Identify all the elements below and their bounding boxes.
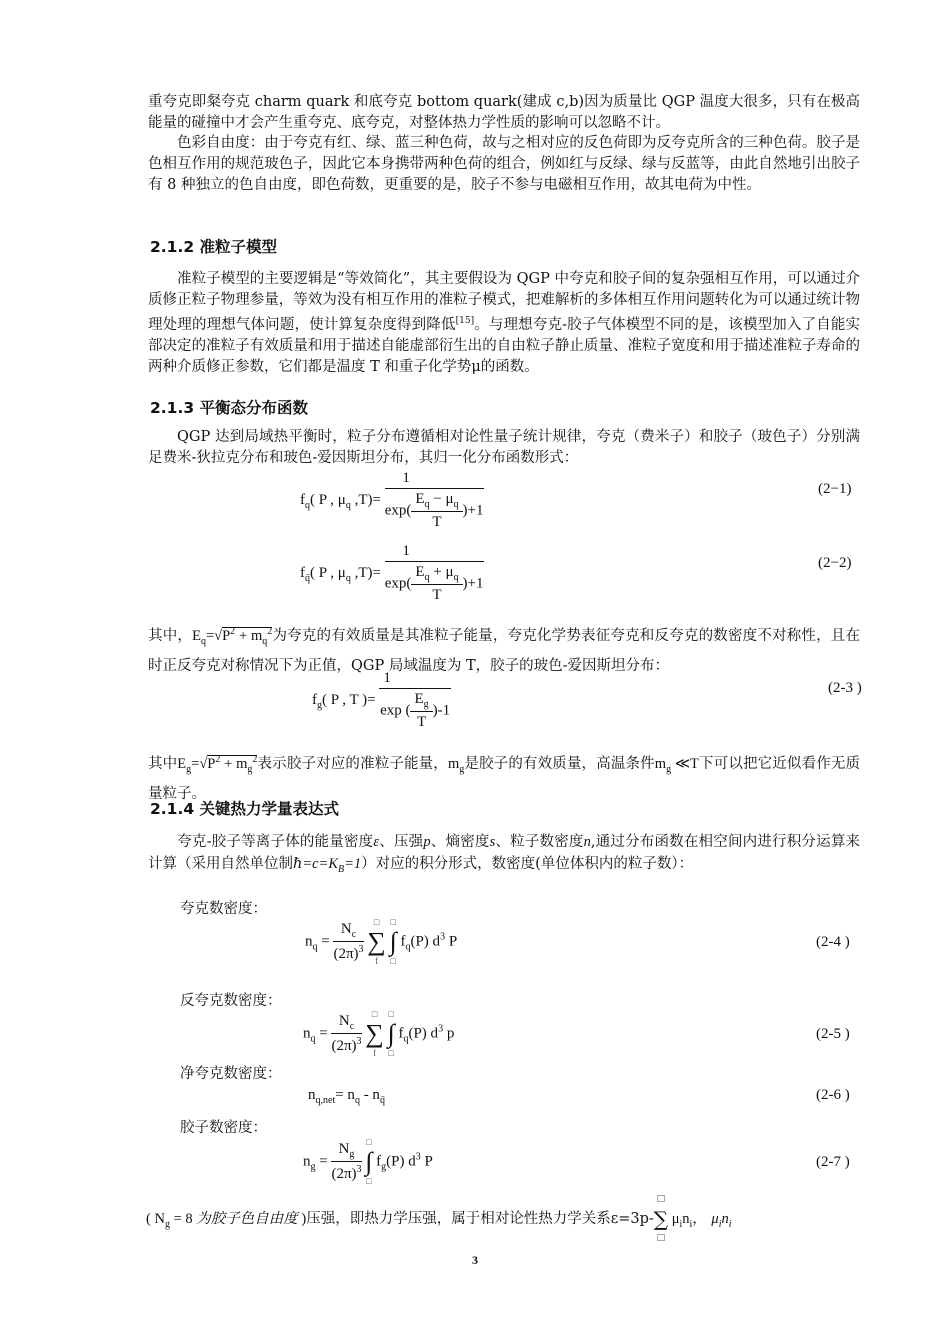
p6-text-b: 表示胶子对应的准粒子能量， xyxy=(257,756,448,772)
paragraph-quasiparticle-text-b: 。与理想夸克-胶子气体模型不同的是，该模型加入了自能实部决定的准粒子有效质量和用于描述自能虚部衍生出的自由粒子静止质量、准粒子宽度和用于描述准粒子寿命的两种介质修正参数，它们都是温度 T 和重子化学势μ的函数。 xyxy=(148,316,860,375)
eq7-lhs-sub: g xyxy=(310,1161,316,1173)
ig-m-sub: g xyxy=(247,764,253,775)
eq5-den xyxy=(331,1034,361,1055)
eq1-args-sub: q xyxy=(345,499,351,511)
eq1-args-end: ,T)= xyxy=(350,491,381,508)
eq5-body-sup: 3 xyxy=(438,1023,444,1035)
eq3-denominator xyxy=(379,689,451,731)
iq-e-sub: q xyxy=(200,636,206,647)
eq7-body-f: f xyxy=(376,1153,382,1170)
eq5-den-val: (2π) xyxy=(331,1038,357,1054)
eq1-denominator xyxy=(385,489,484,531)
paragraph-color-dof-text: 色彩自由度：由于夸克有红、绿、蓝三种色荷，故与之相对应的反色荷即为反夸克所含的三种色荷。胶子是色相互作用的规范玻色子，因此它本身携带两种色荷的组合，例如红与反绿、绿与反蓝等，由此自然地引出胶子有 8 种独立的色自由度，即色荷数，更重要的是，胶子不参与电磁相互作用，故其电荷为中性。 xyxy=(148,135,860,193)
eq3-lhs: f xyxy=(312,691,317,708)
inline-mu-i-n-i xyxy=(711,1211,732,1230)
eq6-rhs: = n xyxy=(335,1087,355,1103)
ng-desc: 为胶子色自由度 xyxy=(196,1211,298,1227)
units-rhs: =1 xyxy=(344,856,362,872)
eq5-integral: □ ∫ □ xyxy=(387,1009,395,1058)
eq4-lhs: n xyxy=(305,933,313,950)
eq5-lhs-sub: q xyxy=(310,1033,316,1045)
eq3-inner-den: T xyxy=(416,714,427,730)
eq4-den xyxy=(333,942,363,963)
eq5-body-f: f xyxy=(398,1025,404,1042)
paragraph-quasiparticle-text-a: 准粒子模型的主要逻辑是“等效简化”，其主要假设为 QGP 中夸克和胶子间的复杂强相互作用，可以通过介质修正粒子物理参量，等效为没有相互作用的准粒子模式，把难解析的多体相互作用问题转化为可以通过统计物理处理的理想气体问题，使计算复杂度得到降低 xyxy=(148,271,860,333)
eq3-args: ( P , T )= xyxy=(322,691,376,708)
equation-number-2-7: (2-7 ) xyxy=(816,1154,850,1170)
eq7-den-val: (2π) xyxy=(331,1166,357,1182)
citation-ref: [15] xyxy=(455,316,475,326)
units-sub: B xyxy=(338,864,345,875)
eq4-sum: □ ∑ f xyxy=(367,917,386,966)
ig-e: E xyxy=(177,756,187,772)
equation-2-2 xyxy=(300,543,484,604)
equation-2-5: $n_q$ = $\frac{N_c}{(2\pi)^3}$ □ ∑ f □ ∫ □ $f_q(P)$ $d^3$ p xyxy=(303,1009,455,1058)
eq1-inner-mu-sub: q xyxy=(453,499,459,510)
ng-eq: = 8 xyxy=(169,1211,197,1227)
eq7-integral: □ ∫ □ xyxy=(365,1137,373,1186)
eq1-args: ( P , μ xyxy=(310,491,346,508)
eq7-body-var: P xyxy=(420,1153,433,1170)
iq-e: E xyxy=(192,628,201,644)
eq4-num-n: N xyxy=(340,921,352,937)
p6-text-d: 下可以把它近似看作无质量粒子。 xyxy=(148,756,861,802)
mu-i: μ xyxy=(711,1211,719,1227)
eq4-den-val: (2π) xyxy=(333,946,359,962)
eq1-inner-den: T xyxy=(432,514,442,530)
inline-natural-units xyxy=(293,856,362,875)
paragraph-quark-energy xyxy=(148,620,860,678)
p7-text-a: 夸克-胶子等离子体的能量密度 xyxy=(177,834,374,850)
eq5-num-n: N xyxy=(338,1013,350,1029)
eq7-body-end: (P) d xyxy=(386,1153,416,1170)
symbol-s: s xyxy=(489,834,496,850)
eq7-den-sup: 3 xyxy=(356,1164,362,1175)
inline-mu-n xyxy=(668,1211,693,1230)
eq4-body-var: P xyxy=(445,933,458,950)
eq2-fraction xyxy=(385,543,484,604)
eq2-denominator xyxy=(385,562,484,604)
section-heading-2-1-2: 2.1.2 准粒子模型 xyxy=(150,238,278,256)
eq5-fraction xyxy=(331,1013,361,1055)
ig-m-sup: 2 xyxy=(252,754,258,765)
cond-sub: g xyxy=(666,764,672,775)
iq-m-sub: q xyxy=(262,636,268,647)
paragraph-quasiparticle xyxy=(148,269,860,378)
eq6-rhs-sub2: q̄ xyxy=(379,1095,385,1106)
p7-text-d: 、粒子数密度 xyxy=(495,834,584,850)
eq2-inner-den: T xyxy=(432,587,442,603)
eq4-sum-sub: f xyxy=(375,956,379,966)
eq7-num xyxy=(331,1141,361,1162)
eq7-num-n: N xyxy=(338,1141,350,1157)
eq5-sum: □ ∑ f xyxy=(365,1009,384,1058)
eq2-inner-num xyxy=(411,564,462,585)
eq2-inner-e-sub: q xyxy=(424,572,430,583)
eq1-lhs-sub: q xyxy=(305,499,310,511)
eq6-rhs-op: - n xyxy=(359,1087,380,1103)
equation-number-2-5: (2-5 ) xyxy=(816,1026,850,1042)
eq6-lhs-sub: q,net xyxy=(315,1095,336,1106)
eq5-body-sub: q xyxy=(403,1033,409,1045)
units-lhs: ℏ=c=K xyxy=(293,856,339,872)
eq6-rhs-sub: q xyxy=(354,1095,360,1106)
symbol-p: p xyxy=(423,834,431,850)
eq4-num xyxy=(333,921,363,942)
ig-p-sup: 2 xyxy=(215,754,221,765)
eq1-inner-op: − μ xyxy=(429,491,454,507)
n-i-sub: i xyxy=(728,1219,732,1230)
equation-2-6 xyxy=(308,1087,385,1106)
ig-plus-m: + m xyxy=(220,756,248,772)
p5-text-b: 为夸克的有效质量是其准粒子能量，夸克化学势表征夸克和反夸克的数密度不对称性，且在时正反夸克对称情况下为正值，QGP 局域温度为 T，胶子的玻色-爱因斯坦分布： xyxy=(148,628,860,674)
paragraph-heavy-quarks: 重夸克即粲夸克 charm quark 和底夸克 bottom quark(建成 c,b)因为质量比 QGP 温度大很多，只有在极高能量的碰撞中才会产生重夸克、底夸克，对整体热力学性质的影响可以忽略不计。 xyxy=(148,94,860,131)
label-antiquark-density: 反夸克数密度： xyxy=(180,993,282,1009)
eq4-body-sub: q xyxy=(405,941,411,953)
eq5-body-var: p xyxy=(443,1025,455,1042)
ng-n: ( N xyxy=(146,1211,165,1227)
eq7-num-sub: g xyxy=(349,1149,355,1160)
cond-op: ≪T xyxy=(671,756,699,772)
section-heading-2-1-3: 2.1.3 平衡态分布函数 xyxy=(150,399,309,417)
equation-number-2-3: (2-3 ) xyxy=(828,680,862,696)
eq7-body-sup: 3 xyxy=(415,1151,421,1163)
eq2-args-sub: q xyxy=(345,572,351,584)
label-net-quark-density: 净夸克数密度： xyxy=(180,1066,282,1082)
eq3-inner-e-sub: g xyxy=(423,699,429,710)
eq3-fraction xyxy=(379,670,451,731)
eq4-fraction xyxy=(333,921,363,963)
paragraph-color-dof xyxy=(148,133,860,196)
p7-text-e: ,通过分布函数在相空间内进行积分运算来计算（采用自然单位制 xyxy=(148,834,861,872)
eq7-body-sub: g xyxy=(381,1161,387,1173)
mu-n-n-sub: i xyxy=(689,1219,693,1230)
equation-2-3 xyxy=(312,670,451,731)
eq1-den-post: )+1 xyxy=(462,502,484,519)
eq3-den-post: )-1 xyxy=(432,702,451,719)
iq-p-sup: 2 xyxy=(230,626,236,637)
eq7-den xyxy=(331,1162,361,1183)
eq5-body-end: (P) d xyxy=(408,1025,439,1042)
equation-number-2-2: (2−2) xyxy=(818,555,852,571)
symbol-epsilon: ε xyxy=(373,834,380,850)
section-heading-2-1-4: 2.1.4 关键热力学量表达式 xyxy=(150,800,340,818)
paragraph-pressure: ( $N_g = 8$ 为胶子色自由度 )压强，即热力学压强，属于相对论性热力学关系ε=3p- □ ∑ □ $\mu_in_i$， $\mu_in_i$ xyxy=(146,1194,732,1243)
eq2-args: ( P , μ xyxy=(310,564,346,581)
eq3-inner-fraction xyxy=(410,691,432,731)
eq4-integral: □ ∫ □ xyxy=(389,917,397,966)
iq-p: P xyxy=(222,628,231,644)
eq2-numerator: 1 xyxy=(385,543,484,562)
eq4-body-end: (P) d xyxy=(410,933,441,950)
paragraph-distribution xyxy=(148,427,860,469)
p5-text-a: 其中， xyxy=(148,628,193,644)
paragraph-thermo-quantities xyxy=(148,831,860,881)
label-quark-density: 夸克数密度： xyxy=(180,901,267,917)
p7-text-f: ）对应的积分形式，数密度(单位体积内的粒子数）： xyxy=(361,856,694,872)
eq5-lhs: n xyxy=(303,1025,311,1042)
page-number: 3 xyxy=(472,1253,478,1267)
ig-e-sub: g xyxy=(186,764,192,775)
eq2-lhs-sub: q̄ xyxy=(305,572,310,584)
eq7-lhs: n xyxy=(303,1153,311,1170)
p7-text-c: 、熵密度 xyxy=(430,834,490,850)
eq4-body-f: f xyxy=(400,933,406,950)
cond-m: m xyxy=(654,756,667,772)
mg-m: m xyxy=(447,756,460,772)
equation-2-7: $n_g$ = $\frac{N_g}{(2\pi)^3}$ □ ∫ □ $f_g(P)$ $d^3$ P xyxy=(303,1137,433,1186)
paragraph-distribution-text: QGP 达到局域热平衡时，粒子分布遵循相对论性量子统计规律，夸克（费米子）和胶子（玻色子）分别满足费米-狄拉克分布和玻色-爱因斯坦分布，其归一化分布函数形式： xyxy=(148,429,860,466)
last-sum: □ ∑ □ xyxy=(653,1194,669,1243)
eq2-inner-e: E xyxy=(415,564,425,580)
eq1-inner-e-sub: q xyxy=(424,499,430,510)
eq2-args-end: ,T)= xyxy=(350,564,381,581)
p8-text-b: 压强，即热力学压强，属于相对论性热力学关系ε=3p- xyxy=(306,1211,654,1227)
equation-number-2-1: (2−1) xyxy=(818,481,852,497)
eq1-inner-e: E xyxy=(415,491,425,507)
eq2-inner-op: + μ xyxy=(429,564,454,580)
n-i: n xyxy=(721,1211,729,1227)
eq5-num xyxy=(331,1013,361,1034)
eq5-sum-sub: f xyxy=(373,1048,377,1058)
equation-2-4: $n_q$ = $\frac{N_c}{(2\pi)^3}$ □ ∑ f □ ∫ □ $f_q(P)$ $d^3$ P xyxy=(305,917,458,966)
ig-p: P xyxy=(207,756,216,772)
iq-m-sup: 2 xyxy=(267,626,273,637)
mu-i-sub: i xyxy=(718,1219,722,1230)
equation-number-2-6: (2-6 ) xyxy=(816,1087,850,1103)
eq4-den-sup: 3 xyxy=(358,944,364,955)
eq3-den-pre: exp ( xyxy=(380,702,411,719)
eq2-lhs: f xyxy=(300,564,305,581)
eq1-fraction xyxy=(385,470,484,531)
eq4-num-sub: c xyxy=(351,929,357,940)
mu-n-mu: μ xyxy=(671,1211,680,1227)
p7-text-b: 、压强 xyxy=(379,834,424,850)
label-gluon-density: 胶子数密度： xyxy=(180,1120,267,1136)
eq2-den-post: )+1 xyxy=(462,575,484,592)
p6-text-c: 是胶子的有效质量，高温条件 xyxy=(464,756,655,772)
eq2-den-pre: exp( xyxy=(384,575,412,592)
eq5-den-sup: 3 xyxy=(356,1036,362,1047)
symbol-n: n xyxy=(583,834,591,850)
eq1-lhs: f xyxy=(300,491,305,508)
eq1-numerator: 1 xyxy=(385,470,484,489)
inline-eq-quark-energy: $E_q=√P^2 + m_q^2$ xyxy=(192,626,273,647)
eq4-body-sup: 3 xyxy=(440,931,446,943)
eq3-lhs-sub: g xyxy=(317,699,322,711)
ng-sub: g xyxy=(164,1219,170,1230)
eq7-fraction xyxy=(331,1141,361,1183)
inline-ng: ( $N_g = 8$ 为胶子色自由度 ) xyxy=(146,1211,307,1230)
mu-n-mu-sub: i xyxy=(679,1219,683,1230)
eq3-inner-e: E xyxy=(414,691,424,707)
eq2-inner-mu-sub: q xyxy=(453,572,459,583)
equation-number-2-4: (2-4 ) xyxy=(816,934,850,950)
eq4-lhs-sub: q xyxy=(312,941,318,953)
eq2-inner-fraction xyxy=(411,564,462,604)
mg-sub: g xyxy=(459,764,465,775)
eq5-num-sub: c xyxy=(349,1021,355,1032)
mu-n-n: n xyxy=(682,1211,690,1227)
inline-mg xyxy=(447,756,465,775)
p6-text-a: 其中 xyxy=(148,756,178,772)
eq3-numerator: 1 xyxy=(379,670,451,689)
eq3-inner-num xyxy=(410,691,432,712)
equation-2-1 xyxy=(300,470,484,531)
eq1-den-pre: exp( xyxy=(384,502,412,519)
eq1-inner-fraction xyxy=(411,491,462,531)
inline-eq-gluon-energy: $E_g=√P^2 + m_g^2$ xyxy=(177,754,258,775)
iq-plus-m: + m xyxy=(235,628,263,644)
eq1-inner-num xyxy=(411,491,462,512)
inline-condition xyxy=(654,756,699,775)
eq6-lhs: n xyxy=(308,1087,316,1103)
